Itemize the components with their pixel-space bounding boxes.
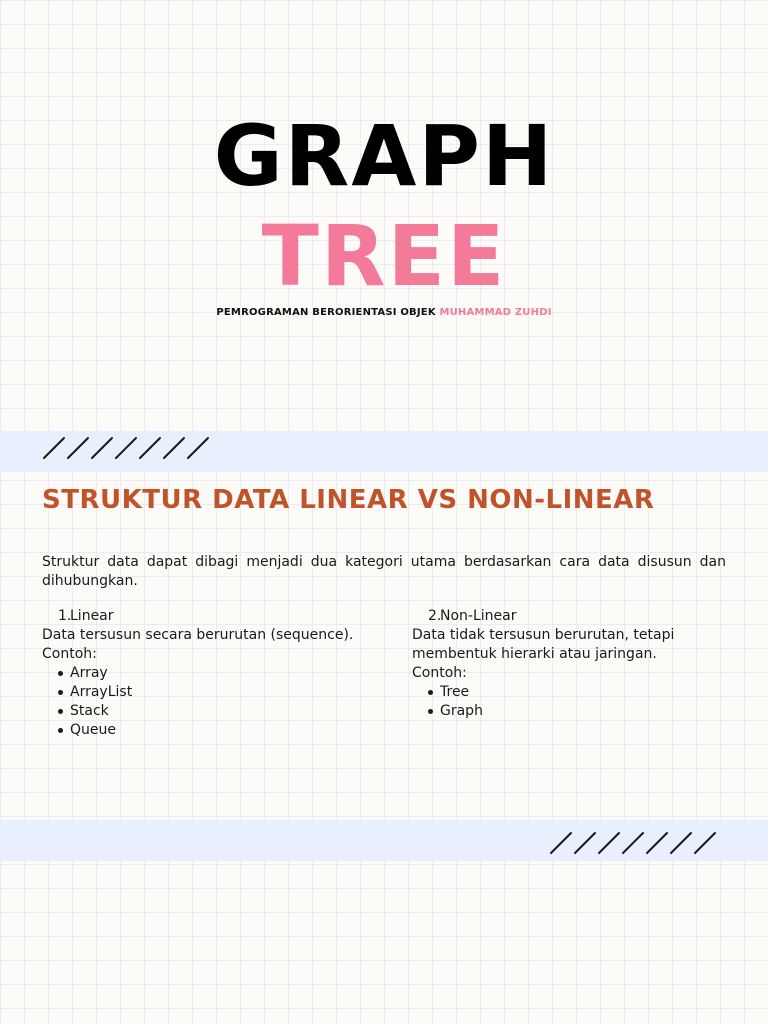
subtitle-line [0,305,768,321]
intro-paragraph: Struktur data dapat dibagi menjadi dua kategori utama berdasarkan cara data disusun dan dihubungkan. [42,554,726,589]
course-name: PEMROGRAMAN BERORIENTASI OBJEK [216,307,436,318]
nonlinear-number: 2. [428,608,442,624]
linear-number: 1. [58,608,72,624]
list-item: Array [56,664,392,683]
slash-decoration-bottom [549,829,729,859]
list-item: Queue [56,721,392,740]
linear-example-label: Contoh: [42,646,97,662]
nonlinear-title [412,607,712,626]
nonlinear-column [412,607,712,721]
nonlinear-example-label: Contoh: [412,665,467,681]
linear-example-list [42,664,392,740]
list-item: Graph [426,702,712,721]
title-graph: GRAPH [213,107,555,205]
title-tree: TREE [261,207,507,305]
nonlinear-label: Non-Linear [440,608,517,624]
list-item: Stack [56,702,392,721]
nonlinear-description: Data tidak tersusun berurutan, tetapi membentuk hierarki atau jaringan. [412,627,675,662]
linear-title [42,607,392,626]
slash-decoration-top [42,434,222,464]
linear-description: Data tersusun secara berurutan (sequence). [42,627,354,643]
nonlinear-example-list [412,683,712,721]
section-heading: STRUKTUR DATA LINEAR VS NON-LINEAR [42,485,655,515]
linear-label: Linear [70,608,114,624]
list-item: ArrayList [56,683,392,702]
linear-column [42,607,392,740]
list-item: Tree [426,683,712,702]
author-name: MUHAMMAD ZUHDI [439,307,552,318]
